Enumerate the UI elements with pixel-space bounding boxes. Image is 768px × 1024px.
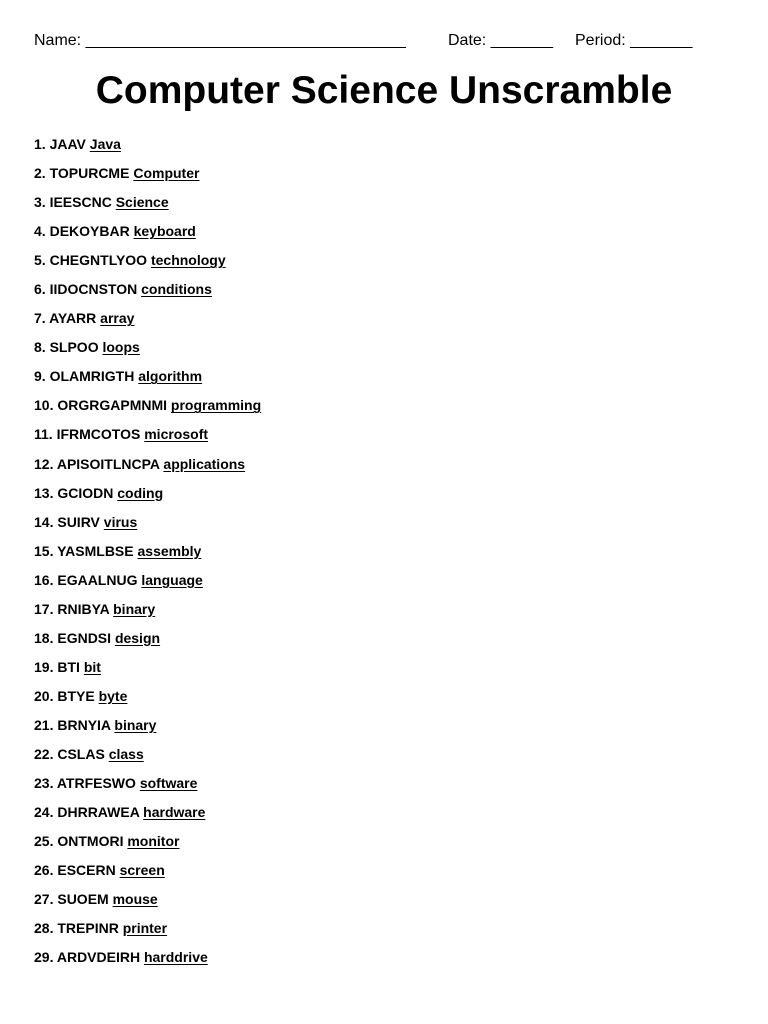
list-item xyxy=(34,543,261,572)
scrambled-word: OLAMRIGTH xyxy=(49,368,135,385)
list-item xyxy=(34,659,261,688)
list-item xyxy=(34,630,261,659)
scrambled-word: TREPINR xyxy=(57,920,119,937)
answer-word: hardware xyxy=(143,804,206,821)
item-number: 28. xyxy=(34,920,54,937)
list-item xyxy=(34,949,261,978)
list-item xyxy=(34,397,261,426)
scrambled-word: GCIODN xyxy=(57,484,114,501)
scrambled-word: RNIBYA xyxy=(57,600,110,617)
scrambled-word: SUIRV xyxy=(57,513,100,530)
list-item xyxy=(34,456,261,485)
answer-word: microsoft xyxy=(144,426,209,443)
scrambled-word: EGNDSI xyxy=(57,629,112,646)
list-item xyxy=(34,281,261,310)
period-label: Period: xyxy=(575,32,626,49)
scrambled-word: YASMLBSE xyxy=(57,542,134,559)
scrambled-word: CSLAS xyxy=(57,745,105,762)
item-number: 18. xyxy=(34,629,54,646)
period-field[interactable] xyxy=(575,32,692,50)
name-field[interactable] xyxy=(34,32,406,50)
item-number: 13. xyxy=(34,484,54,501)
item-number: 8. xyxy=(34,339,46,356)
item-number: 15. xyxy=(34,542,54,559)
list-item xyxy=(34,136,261,165)
item-number: 25. xyxy=(34,833,54,850)
answer-word: class xyxy=(108,745,144,762)
answer-word: byte xyxy=(98,687,128,704)
answer-word: loops xyxy=(102,339,140,356)
scrambled-word: TOPURCME xyxy=(49,165,130,182)
answer-word: monitor xyxy=(127,833,180,850)
answer-word: printer xyxy=(122,920,168,937)
answer-word: virus xyxy=(103,513,138,530)
scrambled-word: AYARR xyxy=(49,310,97,327)
answer-word: technology xyxy=(150,252,226,269)
scrambled-word: BRNYIA xyxy=(57,716,111,733)
item-number: 17. xyxy=(34,600,54,617)
item-number: 14. xyxy=(34,513,54,530)
answer-word: applications xyxy=(163,455,246,472)
answer-word: Java xyxy=(89,136,121,152)
list-item xyxy=(34,775,261,804)
answer-word: assembly xyxy=(137,542,202,559)
scrambled-word: DHRRAWEA xyxy=(57,804,140,821)
item-number: 19. xyxy=(34,658,54,675)
list-item xyxy=(34,485,261,514)
answer-word: mouse xyxy=(112,891,158,908)
name-label: Name: xyxy=(34,32,82,49)
list-item xyxy=(34,572,261,601)
date-field[interactable] xyxy=(448,32,553,50)
answer-word: bit xyxy=(83,658,101,675)
answer-word: programming xyxy=(170,397,262,414)
name-blank[interactable]: ____________________________________ xyxy=(85,32,406,49)
period-blank[interactable]: _______ xyxy=(630,32,693,49)
list-item xyxy=(34,223,261,252)
scrambled-word: BTI xyxy=(57,658,80,675)
list-item xyxy=(34,339,261,368)
list-item xyxy=(34,601,261,630)
scrambled-word: SUOEM xyxy=(57,891,109,908)
scrambled-word: BTYE xyxy=(57,687,95,704)
item-number: 26. xyxy=(34,862,54,879)
worksheet-header xyxy=(34,32,734,54)
item-number: 27. xyxy=(34,891,54,908)
scrambled-word: ORGRGAPMNMI xyxy=(57,397,168,414)
item-number: 11. xyxy=(34,426,53,443)
scrambled-word: SLPOO xyxy=(49,339,99,356)
item-number: 9. xyxy=(34,368,46,385)
scrambled-word: DEKOYBAR xyxy=(49,223,130,240)
answer-word: binary xyxy=(113,600,156,617)
item-number: 2. xyxy=(34,165,46,182)
answer-word: Computer xyxy=(133,165,200,182)
scrambled-word: IIDOCNSTON xyxy=(49,281,138,298)
list-item xyxy=(34,862,261,891)
date-blank[interactable]: _______ xyxy=(490,32,553,49)
scrambled-word: IEESCNC xyxy=(49,194,112,211)
item-number: 16. xyxy=(34,571,54,588)
item-number: 5. xyxy=(34,252,46,269)
item-number: 21. xyxy=(34,716,54,733)
list-item xyxy=(34,426,261,455)
scrambled-word: APISOITLNCPA xyxy=(56,455,160,472)
answer-word: harddrive xyxy=(143,949,208,966)
list-item xyxy=(34,368,261,397)
scrambled-word: EGAALNUG xyxy=(57,571,138,588)
list-item xyxy=(34,891,261,920)
scrambled-word: JAAV xyxy=(49,136,86,152)
item-number: 10. xyxy=(34,397,54,414)
item-number: 23. xyxy=(34,775,54,792)
scrambled-word: ARDVDEIRH xyxy=(56,949,141,966)
answer-word: algorithm xyxy=(138,368,203,385)
item-number: 29. xyxy=(34,949,54,966)
answer-word: language xyxy=(141,571,203,588)
answer-word: keyboard xyxy=(133,223,196,240)
page-title: Computer Science Unscramble xyxy=(95,69,673,112)
item-number: 22. xyxy=(34,745,54,762)
item-number: 4. xyxy=(34,223,46,240)
list-item xyxy=(34,804,261,833)
answer-word: software xyxy=(139,775,198,792)
scrambled-word: IFRMCOTOS xyxy=(56,426,141,443)
answer-word: Science xyxy=(115,194,169,211)
list-item xyxy=(34,717,261,746)
list-item xyxy=(34,194,261,223)
answer-word: design xyxy=(114,629,161,646)
answer-word: conditions xyxy=(141,281,212,298)
item-number: 3. xyxy=(34,194,46,211)
list-item xyxy=(34,514,261,543)
item-number: 1. xyxy=(34,136,46,152)
list-item xyxy=(34,833,261,862)
scrambled-word: ESCERN xyxy=(57,862,116,879)
list-item xyxy=(34,165,261,194)
item-number: 24. xyxy=(34,804,54,821)
list-item xyxy=(34,310,261,339)
answer-word: coding xyxy=(117,484,164,501)
answer-word: screen xyxy=(119,862,165,879)
list-item xyxy=(34,920,261,949)
unscramble-list xyxy=(34,136,261,978)
scrambled-word: ATRFESWO xyxy=(56,775,136,792)
list-item xyxy=(34,252,261,281)
scrambled-word: ONTMORI xyxy=(57,833,124,850)
item-number: 6. xyxy=(34,281,46,298)
item-number: 12. xyxy=(34,455,54,472)
item-number: 20. xyxy=(34,687,54,704)
answer-word: array xyxy=(100,310,135,327)
item-number: 7. xyxy=(34,310,46,327)
list-item xyxy=(34,746,261,775)
list-item xyxy=(34,688,261,717)
date-label: Date: xyxy=(448,32,487,49)
scrambled-word: CHEGNTLYOO xyxy=(49,252,148,269)
answer-word: binary xyxy=(114,716,157,733)
